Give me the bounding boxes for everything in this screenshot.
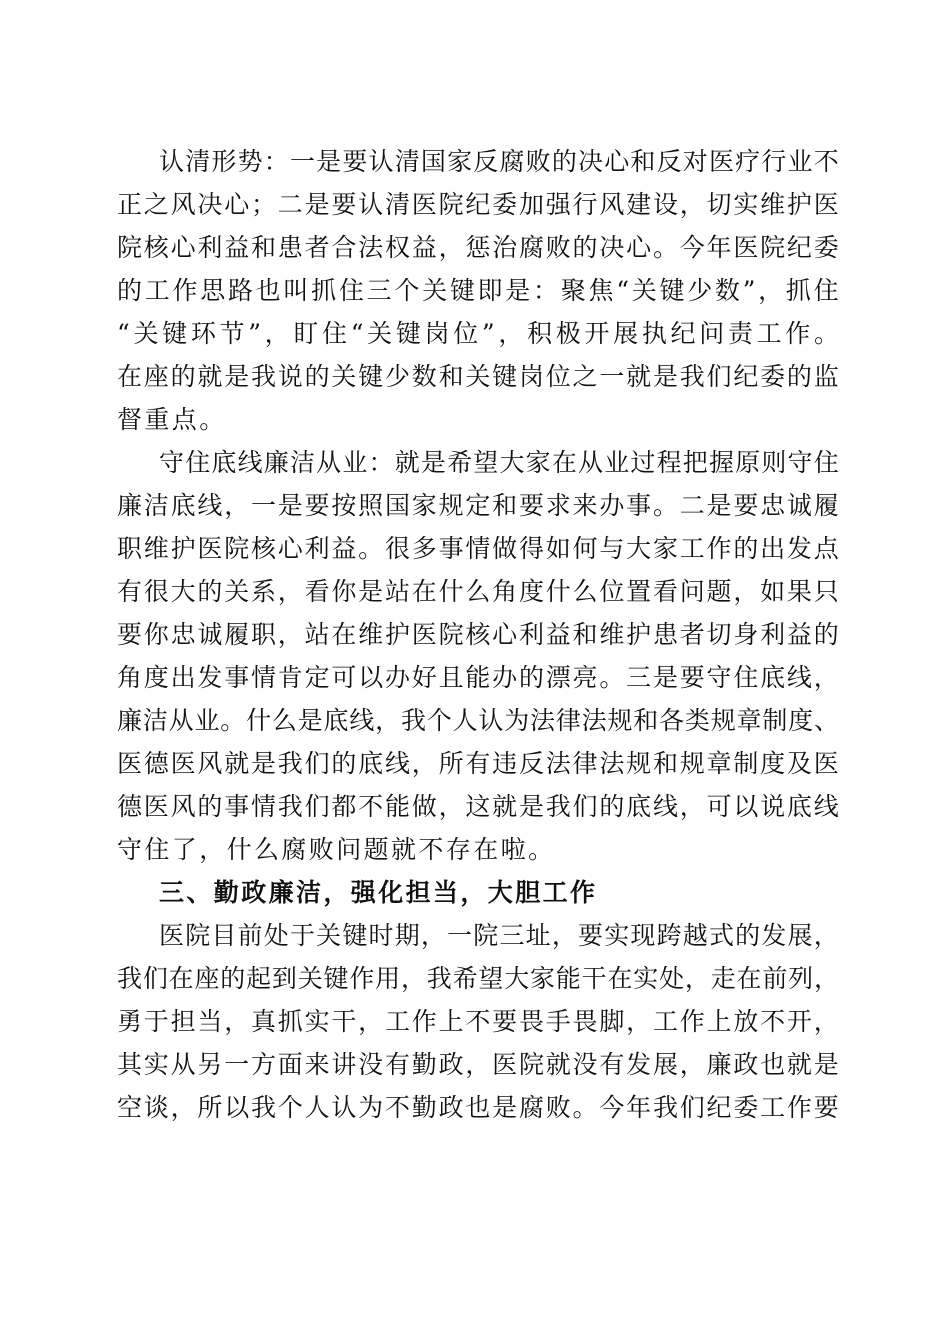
text-line: 勇 于 担 当 ， 真 抓 实 干 ， 工 作 上 不 要 畏 手 畏 脚 ， 工 作 上 放 不 开 ， bbox=[117, 1007, 839, 1036]
text-line: 我 们 在 座 的 起 到 关 键 作 用 ， 我 希 望 大 家 能 干 在 实 处 ， 走 在 前 列 ， bbox=[117, 964, 839, 993]
paragraph-diligence bbox=[117, 914, 839, 1129]
text-line: 督重点。 bbox=[117, 405, 227, 434]
text-line: 医 院 目 前 处 于 关 键 时 期 ， 一 院 三 址 ， 要 实 现 跨 越 式 的 发 展 ， bbox=[159, 921, 839, 950]
text-line: 院 核 心 利 益 和 患 者 合 法 权 益 ， 惩 治 腐 败 的 决 心 。 今 年 医 院 纪 委 bbox=[117, 233, 839, 262]
text-line: 角 度 出 发 事 情 肯 定 可 以 办 好 且 能 办 的 漂 亮 。 三 是 要 守 住 底 线 ， bbox=[117, 663, 839, 692]
text-line: “ 关 键 环 节 ” ， 盯 住 “ 关 键 岗 位 ” ， 积 极 开 展 执 纪 问 责 工 作 。 bbox=[117, 319, 839, 348]
text-line: 空 谈 ， 所 以 我 个 人 认 为 不 勤 政 也 是 腐 败 。 今 年 我 们 纪 委 工 作 要 bbox=[117, 1093, 839, 1122]
text-line: 有 很 大 的 关 系 ， 看 你 是 站 在 什 么 角 度 什 么 位 置 看 问 题 ， 如 果 只 bbox=[117, 577, 839, 606]
text-line: 要 你 忠 诚 履 职 ， 站 在 维 护 医 院 核 心 利 益 和 维 护 患 者 切 身 利 益 的 bbox=[117, 620, 839, 649]
text-line: 廉 洁 从 业 。 什 么 是 底 线 ， 我 个 人 认 为 法 律 法 规 和 各 类 规 章 制 度 、 bbox=[117, 706, 839, 735]
text-line: 医 德 医 风 就 是 我 们 的 底 线 ， 所 有 违 反 法 律 法 规 和 规 章 制 度 及 医 bbox=[117, 749, 839, 778]
paragraph-situation bbox=[117, 140, 839, 441]
paragraph-bottom-line bbox=[117, 441, 839, 871]
text-line: 职 维 护 医 院 核 心 利 益 。 很 多 事 情 做 得 如 何 与 大 家 工 作 的 出 发 点 bbox=[117, 534, 839, 563]
heading-line: 三、勤政廉洁，强化担当，大胆工作 bbox=[159, 878, 598, 907]
text-line: 正 之 风 决 心 ； 二 是 要 认 清 医 院 纪 委 加 强 行 风 建 设 ， 切 实 维 护 医 bbox=[117, 190, 839, 219]
text-line: 认 清 形 势 ： 一 是 要 认 清 国 家 反 腐 败 的 决 心 和 反 对 医 疗 行 业 不 bbox=[159, 147, 839, 176]
document-body bbox=[117, 140, 839, 1129]
text-line: 守 住 底 线 廉 洁 从 业 ： 就 是 希 望 大 家 在 从 业 过 程 把 握 原 则 守 住 bbox=[159, 448, 839, 477]
text-line: 德 医 风 的 事 情 我 们 都 不 能 做 ， 这 就 是 我 们 的 底 线 ， 可 以 说 底 线 bbox=[117, 792, 839, 821]
text-line: 在 座 的 就 是 我 说 的 关 键 少 数 和 关 键 岗 位 之 一 就 是 我 们 纪 委 的 监 bbox=[117, 362, 839, 391]
text-line: 守住了，什么腐败问题就不存在啦。 bbox=[117, 835, 556, 864]
text-line: 廉 洁 底 线 ， 一 是 要 按 照 国 家 规 定 和 要 求 来 办 事 。 二 是 要 忠 诚 履 bbox=[117, 491, 839, 520]
section-heading bbox=[117, 871, 839, 914]
text-line: 的 工 作 思 路 也 叫 抓 住 三 个 关 键 即 是 ： 聚 焦 “ 关 键 少 数 ” ， 抓 住 bbox=[117, 276, 839, 305]
text-line: 其 实 从 另 一 方 面 来 讲 没 有 勤 政 ， 医 院 就 没 有 发 展 ， 廉 政 也 就 是 bbox=[117, 1050, 839, 1079]
